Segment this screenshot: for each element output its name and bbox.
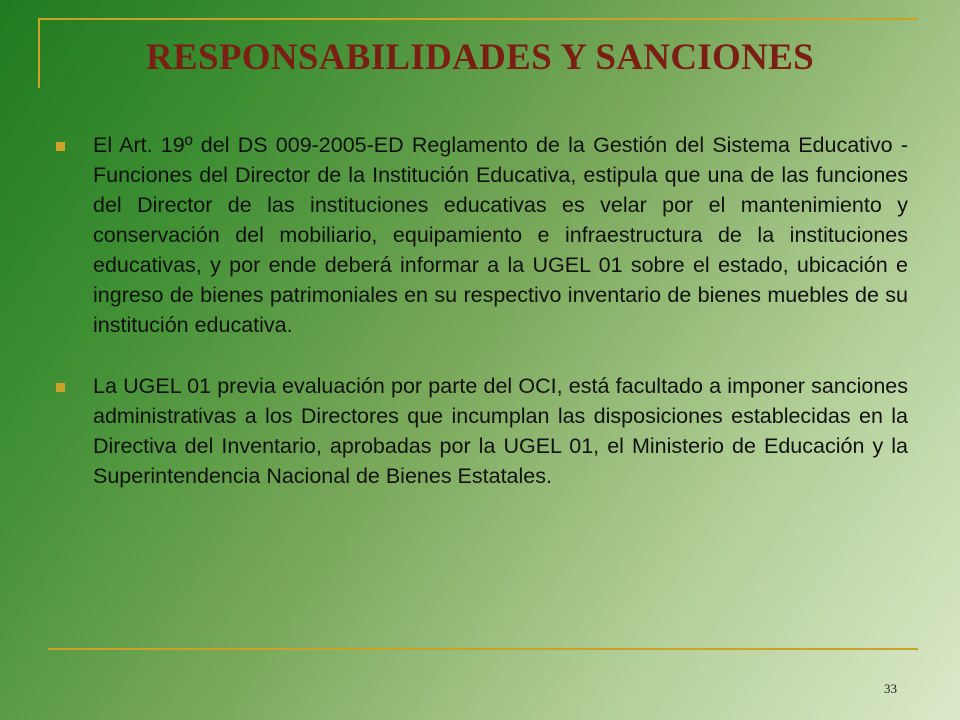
bullet-item [56, 130, 908, 340]
bullet-item [56, 371, 908, 491]
page-number: 33 [884, 681, 897, 696]
square-bullet-icon [56, 142, 65, 151]
slide-content [56, 130, 908, 491]
top-divider [38, 18, 918, 20]
bottom-divider [48, 648, 918, 650]
square-bullet-icon [56, 383, 65, 392]
bullet-text: El Art. 19º del DS 009-2005-ED Reglamento de la Gestión del Sistema Educativo - Funciones del Director de la Institución Educativa, estipula que una de las funciones del Director de las instituciones educativas es velar por el mantenimiento y conservación del mobiliario, equipamiento e infraestructura de la instituciones educativas, y por ende deberá informar a la UGEL 01 sobre el estado, ubicación e ingreso de bienes patrimoniales en su respectivo inventario de bienes muebles de su institución educativa. [93, 133, 908, 337]
bullet-text: La UGEL 01 previa evaluación por parte del OCI, está facultado a imponer sanciones administrativas a los Directores que incumplan las disposiciones establecidas en la Directiva del Inventario, aprobadas por la UGEL 01, el Ministerio de Educación y la Superintendencia Nacional de Bienes Estatales. [93, 374, 908, 488]
slide-title: RESPONSABILIDADES Y SANCIONES [145, 37, 814, 78]
